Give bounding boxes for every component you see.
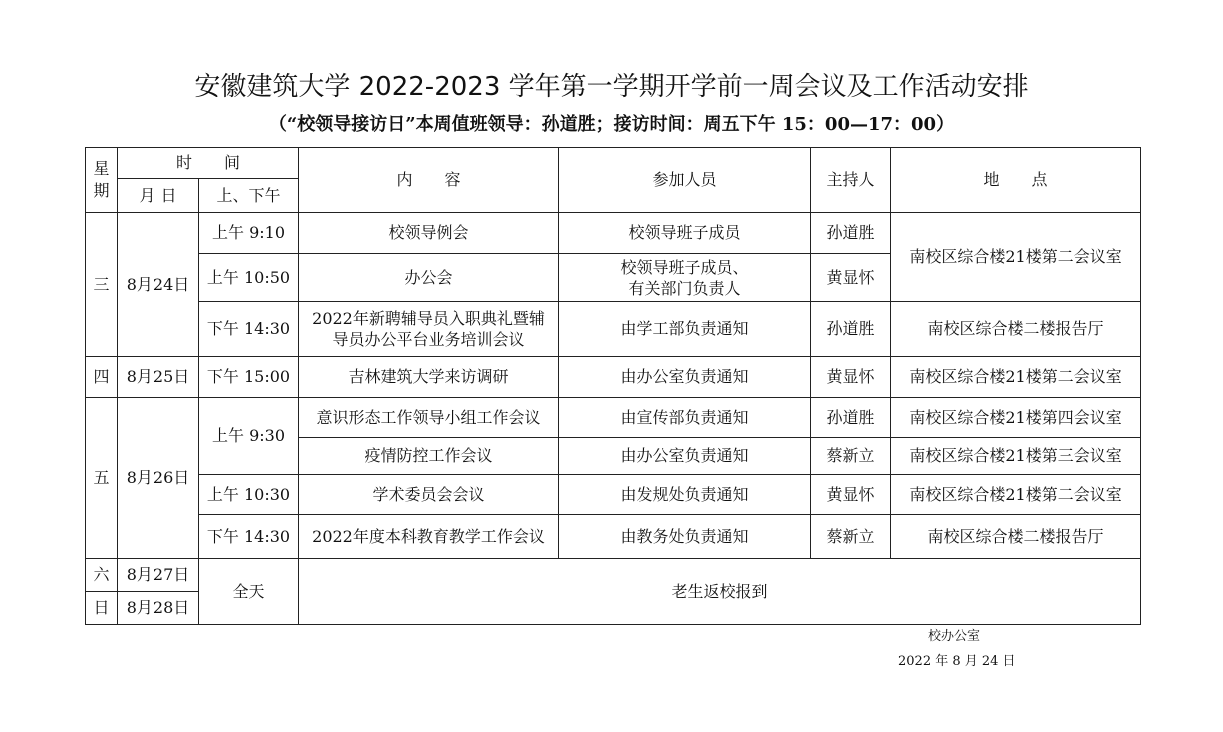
- location-cell: 南校区综合楼二楼报告厅: [891, 515, 1141, 559]
- weekday-cell: 三: [86, 213, 118, 357]
- content-cell: [299, 302, 559, 357]
- table-row: [86, 213, 1141, 254]
- table-row: [86, 475, 1141, 515]
- content-line: 2022年新聘辅导员入职典礼暨辅: [312, 309, 545, 328]
- header-location: 地 点: [891, 148, 1141, 213]
- time-cell: 上午 10:50: [199, 254, 299, 302]
- participants-cell: [559, 254, 811, 302]
- table-row: [86, 398, 1141, 438]
- header-content: 内 容: [299, 148, 559, 213]
- host-cell: 孙道胜: [811, 213, 891, 254]
- time-cell: 下午 15:00: [199, 357, 299, 398]
- document-title: 安徽建筑大学 2022-2023 学年第一学期开学前一周会议及工作活动安排: [194, 72, 1029, 102]
- schedule-table: [85, 147, 1141, 625]
- table-row: [86, 357, 1141, 398]
- time-cell: 上午 10:30: [199, 475, 299, 515]
- weekday-cell: 日: [86, 592, 118, 625]
- header-host: 主持人: [811, 148, 891, 213]
- header-row: [86, 148, 1141, 179]
- host-cell: 黄显怀: [811, 254, 891, 302]
- content-line: 导员办公平台业务培训会议: [332, 330, 525, 349]
- content-cell: 办公会: [299, 254, 559, 302]
- location-cell: 南校区综合楼21楼第三会议室: [891, 438, 1141, 475]
- time-cell: 下午 14:30: [199, 515, 299, 559]
- footer-date: 2022 年 8 月 24 日: [898, 654, 1016, 669]
- location-cell: 南校区综合楼21楼第二会议室: [891, 213, 1141, 302]
- host-cell: 孙道胜: [811, 398, 891, 438]
- participants-cell: 由学工部负责通知: [559, 302, 811, 357]
- date-cell: 8月28日: [118, 592, 199, 625]
- content-cell: 意识形态工作领导小组工作会议: [299, 398, 559, 438]
- participants-line: 有关部门负责人: [628, 278, 741, 298]
- header-participants: 参加人员: [559, 148, 811, 213]
- host-cell: 黄显怀: [811, 357, 891, 398]
- participants-line: 校领导班子成员、: [620, 257, 749, 277]
- weekday-cell: 四: [86, 357, 118, 398]
- time-cell: 下午 14:30: [199, 302, 299, 357]
- document-subtitle: （“校领导接访日”本周值班领导：孙道胜；接访时间：周五下午 15：00—17：00）: [268, 114, 955, 135]
- footer-office: 校办公室: [928, 629, 981, 644]
- header-period: 上、下午: [199, 179, 299, 213]
- weekend-content-cell: 老生返校报到: [299, 559, 1141, 625]
- header-time: 时 间: [118, 148, 299, 179]
- location-cell: 南校区综合楼21楼第二会议室: [891, 357, 1141, 398]
- participants-cell: 校领导班子成员: [559, 213, 811, 254]
- host-cell: 黄显怀: [811, 475, 891, 515]
- host-cell: 孙道胜: [811, 302, 891, 357]
- date-cell: 8月24日: [118, 213, 199, 357]
- participants-cell: 由教务处负责通知: [559, 515, 811, 559]
- time-cell: 上午 9:10: [199, 213, 299, 254]
- period-cell: 全天: [199, 559, 299, 625]
- content-cell: 吉林建筑大学来访调研: [299, 357, 559, 398]
- participants-cell: 由办公室负责通知: [559, 438, 811, 475]
- date-cell: 8月27日: [118, 559, 199, 592]
- participants-cell: 由发规处负责通知: [559, 475, 811, 515]
- weekday-cell: 六: [86, 559, 118, 592]
- location-cell: 南校区综合楼二楼报告厅: [891, 302, 1141, 357]
- header-weekday-label: 星期: [93, 159, 110, 200]
- host-cell: 蔡新立: [811, 438, 891, 475]
- table-row: [86, 515, 1141, 559]
- time-cell: 上午 9:30: [199, 398, 299, 475]
- location-cell: 南校区综合楼21楼第二会议室: [891, 475, 1141, 515]
- date-cell: 8月26日: [118, 398, 199, 559]
- table-row: [86, 302, 1141, 357]
- participants-cell: 由宣传部负责通知: [559, 398, 811, 438]
- table-row: [86, 559, 1141, 592]
- content-cell: 学术委员会会议: [299, 475, 559, 515]
- host-cell: 蔡新立: [811, 515, 891, 559]
- content-cell: 疫情防控工作会议: [299, 438, 559, 475]
- weekday-cell: 五: [86, 398, 118, 559]
- header-weekday: [86, 148, 118, 213]
- content-cell: 校领导例会: [299, 213, 559, 254]
- location-cell: 南校区综合楼21楼第四会议室: [891, 398, 1141, 438]
- date-cell: 8月25日: [118, 357, 199, 398]
- content-cell: 2022年度本科教育教学工作会议: [299, 515, 559, 559]
- participants-cell: 由办公室负责通知: [559, 357, 811, 398]
- header-date: 月 日: [118, 179, 199, 213]
